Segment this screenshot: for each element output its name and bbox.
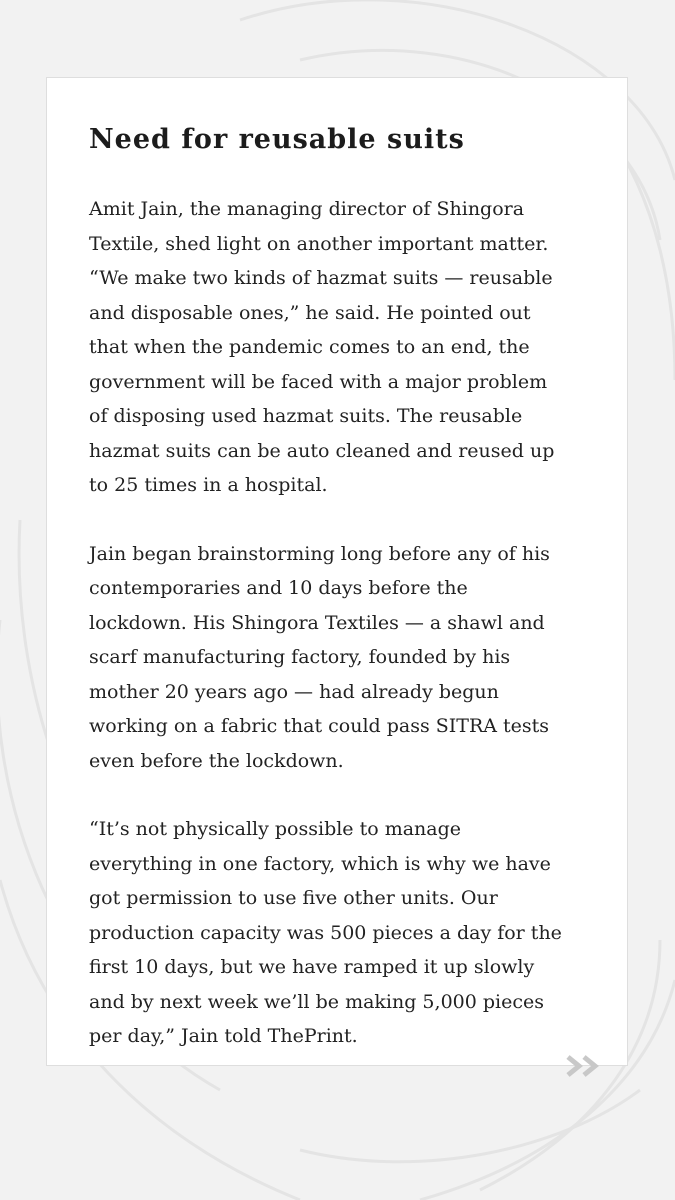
article-body (89, 192, 599, 1088)
section-heading: Need for reusable suits (89, 124, 465, 155)
double-chevron-right-icon[interactable] (565, 1053, 605, 1079)
article-card (46, 77, 628, 1066)
paragraph-3: “It’s not physically possible to manage everything in one factory, which is why we have got permission to use five other units. Our production capacity was 500 pieces a day for the first 10 days, but we have ramped it up slowly and by next week we’ll be making 5,000 pieces per day,” Jain told ThePrint. (89, 818, 562, 1047)
paragraph-1: Amit Jain, the managing director of Shingora Textile, shed light on another important matter. “We make two kinds of hazmat suits — reusable and disposable ones,” he said. He pointed out that when the pandemic comes to an end, the government will be faced with a major problem of disposing used hazmat suits. The reusable hazmat suits can be auto cleaned and reused up to 25 times in a hospital. (89, 198, 555, 496)
paragraph-2: Jain began brainstorming long before any of his contemporaries and 10 days before the lockdown. His Shingora Textiles — a shawl and scarf manufacturing factory, founded by his mother 20 years ago — had already begun working on a fabric that could pass SITRA tests even before the lockdown. (89, 542, 550, 772)
